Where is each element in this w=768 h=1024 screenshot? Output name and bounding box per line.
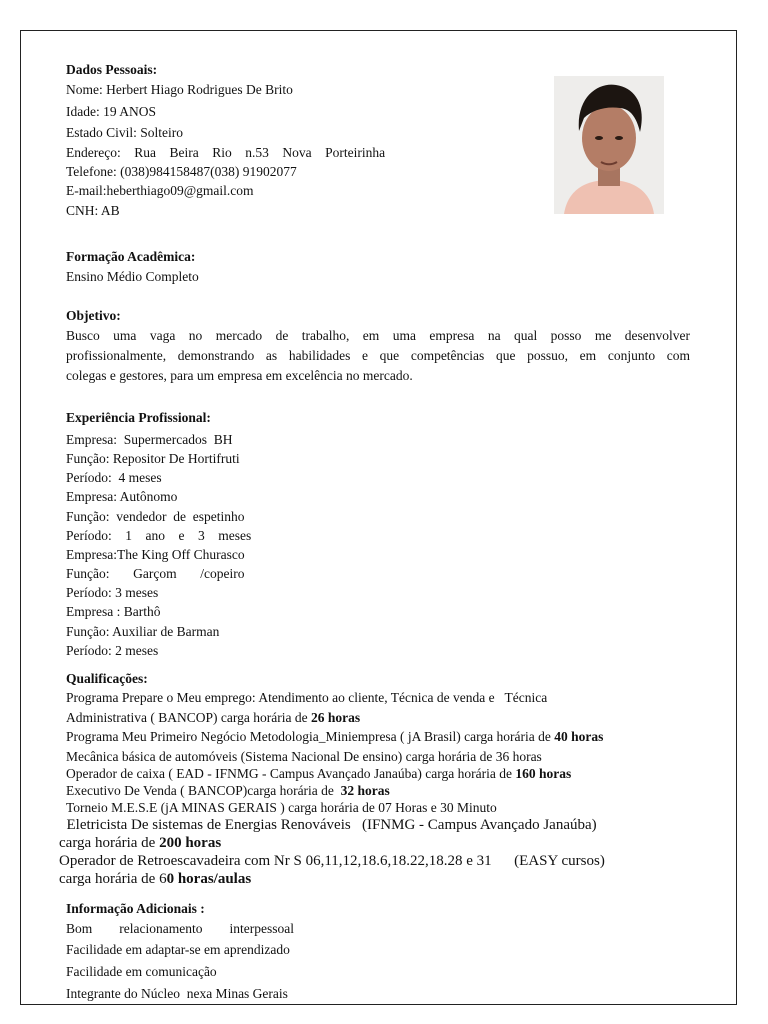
exp-line: Empresa: Autônomo [66,489,178,504]
exp-line: Período: 1 ano e 3 meses [66,528,252,543]
email: E-mail:heberthiago09@gmail.com [66,183,254,198]
adicional-line: Bom relacionamento interpessoal [66,921,294,936]
qualificacao-line: carga horária de 200 horas [59,835,222,851]
profile-photo [554,76,664,214]
objetivo-line-3: colegas e gestores, para um empresa em excelência no mercado. [66,368,413,383]
qualificacao-line: Programa Meu Primeiro Negócio Metodologia_Miniempresa ( jA Brasil) carga horária de 40 horas [66,729,604,744]
section-heading-experiencia: Experiência Profissional: [66,410,211,425]
objetivo-line-1: Busco uma vaga no mercado de trabalho, em uma empresa na qual posso me desenvolver [66,328,690,343]
qualificacao-line: Programa Prepare o Meu emprego: Atendimento ao cliente, Técnica de venda e Técnica [66,690,548,705]
adicional-line: Facilidade em adaptar-se em aprendizado [66,942,290,957]
qualificacao-line: Eletricista De sistemas de Energias Renováveis (IFNMG - Campus Avançado Janaúba) [59,817,597,833]
exp-line: Período: 2 meses [66,643,159,658]
adicional-line: Integrante do Núcleo nexa Minas Gerais [66,986,288,1001]
qualificacao-line: Mecânica básica de automóveis (Sistema Nacional De ensino) carga horária de 36 horas [66,749,542,764]
nome: Nome: Herbert Hiago Rodrigues De Brito [66,82,293,97]
idade: Idade: 19 ANOS [66,104,156,119]
section-heading-dados-pessoais: Dados Pessoais: [66,62,158,77]
exp-line: Função: Auxiliar de Barman [66,624,220,639]
exp-line: Empresa : Barthô [66,604,161,619]
exp-line: Período: 4 meses [66,470,162,485]
qualificacao-line: Executivo De Venda ( BANCOP)carga horária de 32 horas [66,783,390,798]
section-heading-qualificacoes: Qualificações: [66,671,148,686]
exp-line: Período: 3 meses [66,585,159,600]
qualificacao-line: Administrativa ( BANCOP) carga horária de 26 horas [66,710,361,725]
qualificacao-line: carga horária de 60 horas/aulas [59,871,252,887]
qualificacao-line: Operador de Retroescavadeira com Nr S 06,11,12,18.6,18.22,18.28 e 31 (EASY cursos) [59,853,605,869]
exp-line: Empresa: Supermercados BH [66,432,233,447]
cnh: CNH: AB [66,203,120,218]
qualificacao-line: Operador de caixa ( EAD - IFNMG - Campus Avançado Janaúba) carga horária de 160 horas [66,766,572,781]
section-heading-adicionais: Informação Adicionais : [66,901,205,916]
section-heading-formacao: Formação Acadêmica: [66,249,196,264]
formacao-text: Ensino Médio Completo [66,269,199,284]
endereco: Endereço: Rua Beira Rio n.53 Nova Porteirinha [66,145,386,160]
section-heading-objetivo: Objetivo: [66,308,121,323]
exp-line: Função: Garçom /copeiro [66,566,245,581]
exp-line: Função: vendedor de espetinho [66,509,245,524]
estado-civil: Estado Civil: Solteiro [66,125,183,140]
adicional-line: Facilidade em comunicação [66,964,217,979]
exp-line: Empresa:The King Off Churasco [66,547,245,562]
objetivo-line-2: profissionalmente, demonstrando as habilidades e que competências que possuo, em conjunto com [66,348,690,363]
telefone: Telefone: (038)984158487(038) 91902077 [66,164,297,179]
qualificacao-line: Torneio M.E.S.E (jA MINAS GERAIS ) carga horária de 07 Horas e 30 Minuto [66,800,497,815]
exp-line: Função: Repositor De Hortifruti [66,451,240,466]
